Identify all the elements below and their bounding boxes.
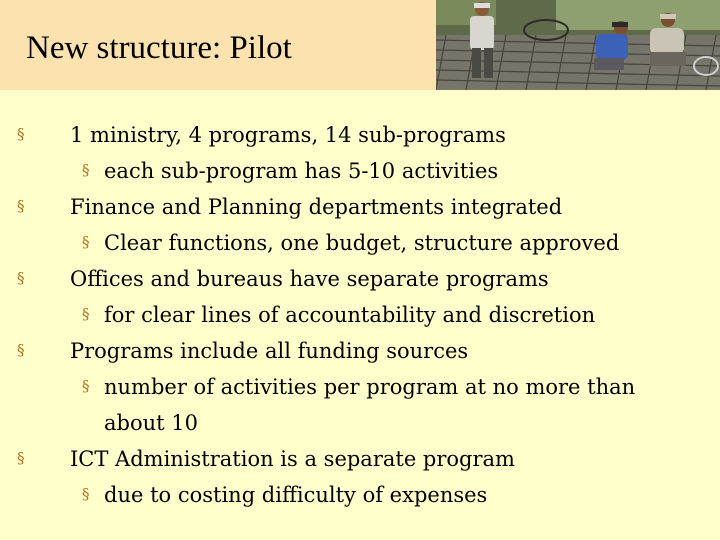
- bullet-text-line: number of activities per program at no more than: [104, 375, 636, 399]
- bullet-marker: §: [82, 485, 90, 503]
- bullet-text: 1 ministry, 4 programs, 14 sub-programs: [70, 123, 506, 147]
- workers-photo: [436, 0, 720, 90]
- bullet-text: Clear functions, one budget, structure approved: [104, 231, 620, 255]
- bullet-text-continuation: about 10: [104, 411, 198, 435]
- sub-bullet-item: [0, 482, 720, 518]
- bullet-marker: §: [17, 269, 25, 287]
- bullet-text: ICT Administration is a separate program: [70, 447, 515, 471]
- bullet-item: [0, 338, 720, 374]
- sub-bullet-item: [0, 230, 720, 266]
- bullet-marker: §: [17, 125, 25, 143]
- title-band: [0, 0, 436, 90]
- bullet-marker: §: [17, 341, 25, 359]
- bullet-item: [0, 194, 720, 230]
- sub-bullet-item: [0, 374, 720, 446]
- bullet-item: [0, 446, 720, 482]
- bullet-text: [104, 376, 635, 434]
- bullet-marker: §: [82, 377, 90, 395]
- bullet-marker: §: [17, 449, 25, 467]
- sub-bullet-item: [0, 302, 720, 338]
- bullet-text: for clear lines of accountability and discretion: [104, 303, 596, 327]
- bullet-text: due to costing difficulty of expenses: [104, 483, 488, 507]
- bullet-marker: §: [17, 197, 25, 215]
- bullet-marker: §: [82, 305, 90, 323]
- sub-bullet-item: [0, 158, 720, 194]
- bullet-marker: §: [82, 233, 90, 251]
- bullet-text: Finance and Planning departments integrated: [70, 195, 563, 219]
- bullet-list: [0, 122, 720, 518]
- bullet-text: Offices and bureaus have separate programs: [70, 267, 549, 291]
- bullet-text: each sub-program has 5-10 activities: [104, 159, 499, 183]
- slide-title: New structure: Pilot: [26, 30, 292, 66]
- bullet-item: [0, 266, 720, 302]
- bullet-text: Programs include all funding sources: [70, 339, 469, 363]
- bullet-item: [0, 122, 720, 158]
- bullet-marker: §: [82, 161, 90, 179]
